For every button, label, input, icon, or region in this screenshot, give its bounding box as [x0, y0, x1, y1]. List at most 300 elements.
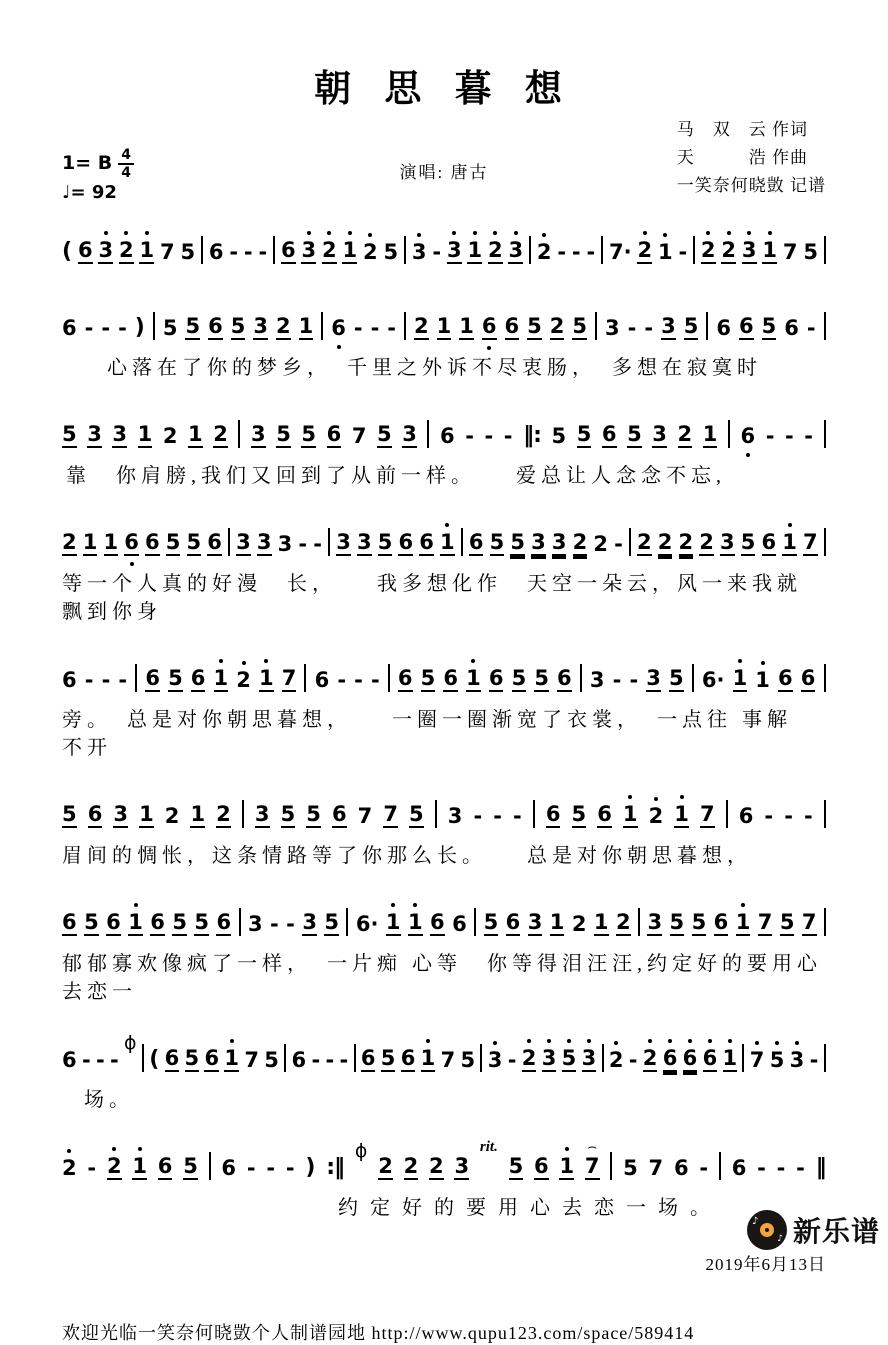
- barline: [201, 236, 203, 264]
- note: 5: [186, 530, 202, 554]
- octave-dot: [706, 231, 710, 235]
- duration-dash: -: [699, 1156, 709, 1180]
- notes-row: [62, 1034, 826, 1082]
- note: 5: [377, 530, 393, 554]
- note: 2: [363, 240, 378, 264]
- note: 3: [112, 422, 128, 446]
- note: 2: [549, 314, 565, 338]
- barline: [354, 1044, 356, 1072]
- music-note-icon: ♪: [751, 1216, 759, 1227]
- note: 3: [582, 1046, 597, 1072]
- duration-dash: -: [337, 668, 347, 692]
- note: 5: [420, 666, 436, 690]
- note: 3: [412, 240, 427, 264]
- octave-dot: [727, 231, 731, 235]
- note: 7: [440, 1048, 456, 1072]
- barline: [824, 908, 826, 936]
- lyrics-row: 眉间的惆怅，这条情路等了你那么长。 总是对你朝思暮想，: [62, 845, 752, 867]
- note: 5: [576, 422, 592, 446]
- octave-dot: [795, 1041, 799, 1045]
- note: 1: [214, 666, 229, 692]
- parenthesis: (: [62, 239, 73, 264]
- barline: [284, 1044, 286, 1072]
- note: 5: [527, 314, 542, 338]
- note: 5: [627, 422, 642, 446]
- octave-dot: [138, 1147, 142, 1151]
- octave-dot: [775, 1041, 779, 1045]
- barline: [142, 1044, 144, 1072]
- site-logo: [747, 1210, 880, 1250]
- duration-dash: -: [266, 1156, 276, 1180]
- note: 2: [522, 1046, 537, 1072]
- music-system-7: [62, 898, 826, 1006]
- duration-dash: -: [243, 240, 253, 264]
- duration-dash: -: [803, 804, 813, 828]
- duration-dash: -: [513, 804, 522, 828]
- parenthesis: ): [305, 1155, 316, 1180]
- note: 6: [713, 910, 729, 934]
- duration-dash: -: [325, 1048, 335, 1072]
- barline: [427, 420, 429, 448]
- note: 2: [62, 530, 77, 554]
- note: 2: [593, 532, 608, 556]
- notes-row: [62, 790, 826, 838]
- note: 6: [597, 802, 612, 826]
- note: 7: [699, 802, 715, 826]
- duration-dash: -: [627, 316, 637, 340]
- note: 1: [139, 802, 154, 826]
- octave-dot: [413, 903, 417, 907]
- notes-row: [62, 302, 826, 350]
- duration-dash: -: [370, 668, 380, 692]
- note: 3: [646, 666, 661, 690]
- duration-dash: -: [285, 1156, 295, 1180]
- note: 1: [593, 910, 609, 934]
- duration-dash: -: [270, 912, 279, 936]
- note: 6: [145, 666, 160, 690]
- note: 6: [280, 238, 296, 262]
- note: 5: [489, 530, 505, 554]
- barline: [404, 236, 406, 264]
- barline: [824, 420, 826, 448]
- barline: [533, 800, 535, 828]
- note: 6: [77, 238, 93, 262]
- note: 6: [291, 1048, 307, 1072]
- duration-dash: -: [432, 240, 442, 264]
- logo-text: 新乐谱: [792, 1215, 880, 1248]
- note: 6: [738, 804, 754, 828]
- note: 3: [527, 910, 543, 934]
- note: 7: [357, 804, 373, 828]
- duration-dash: -: [84, 668, 94, 692]
- note: 1: [755, 668, 770, 692]
- note: 6: [190, 666, 206, 690]
- octave-dot: [738, 659, 742, 663]
- barline: [610, 1152, 612, 1180]
- octave-dot: [728, 1039, 732, 1043]
- duration-dash: -: [246, 1156, 256, 1180]
- note: 1: [259, 666, 274, 692]
- duration-dash: -: [473, 804, 483, 828]
- barline: [706, 312, 708, 340]
- octave-dot: [471, 659, 475, 663]
- octave-dot: [614, 1041, 618, 1045]
- duration-dash: -: [784, 804, 793, 828]
- octave-dot: [628, 795, 632, 799]
- note: 6: [488, 666, 504, 690]
- note: 5: [324, 910, 339, 934]
- note: 2: [701, 238, 716, 264]
- octave-dot: [663, 233, 667, 237]
- note: 6: [534, 1154, 549, 1178]
- barline: [328, 528, 330, 556]
- duration-dash: -: [806, 316, 816, 340]
- duration-dash: -: [757, 1156, 766, 1180]
- note: 2: [488, 238, 503, 264]
- octave-dot: [755, 1041, 759, 1045]
- notes-row: [62, 654, 826, 702]
- barline: [435, 800, 437, 828]
- octave-dot: [761, 661, 765, 665]
- note: 5: [551, 424, 567, 448]
- note: 5: [572, 314, 587, 338]
- note: 6: [443, 666, 458, 690]
- note: 6: [761, 530, 777, 554]
- duration-dash: -: [258, 240, 268, 264]
- duration-dash: -: [387, 316, 396, 340]
- note: 6: [208, 240, 224, 264]
- note: 3: [302, 910, 317, 934]
- note: 6: [731, 1156, 747, 1180]
- note: 2: [429, 1154, 444, 1178]
- barline: [601, 236, 603, 264]
- note: 6: [124, 530, 139, 556]
- octave-dot: [514, 231, 518, 235]
- note: 6: [106, 910, 121, 934]
- octave-dot: [688, 1039, 692, 1043]
- note: 3: [742, 238, 757, 264]
- notes-row: [62, 410, 826, 458]
- barline: [719, 1152, 721, 1180]
- note: 5: [460, 1048, 476, 1072]
- note: 5: [571, 802, 587, 826]
- octave-dot: [680, 795, 684, 799]
- note: 1: [736, 910, 751, 936]
- note: 6: [740, 424, 755, 448]
- note: 7: [757, 910, 773, 934]
- note: 6: [784, 316, 799, 340]
- note: 1: [467, 238, 482, 264]
- note: 2: [216, 802, 231, 826]
- note: 5: [803, 240, 819, 264]
- note: 6: [452, 912, 467, 936]
- duration-dash: -: [465, 424, 474, 448]
- lyrics-row: 约定好的要用心去恋一场。: [338, 1197, 722, 1219]
- octave-dot: [337, 345, 341, 349]
- note: 5: [508, 1154, 524, 1178]
- duration-dash: -: [353, 316, 363, 340]
- lyrics-row: 靠 你肩膀,我们又回到了从前一样。 爱总让人念念不忘,: [66, 465, 726, 487]
- note: 6: [331, 802, 347, 826]
- duration-dash: -: [370, 316, 380, 340]
- note: 5: [691, 910, 707, 934]
- barline: [304, 664, 306, 692]
- octave-dot: [391, 903, 395, 907]
- final-barline: ‖: [815, 1155, 826, 1180]
- note: 5: [162, 316, 178, 340]
- octave-dot: [134, 903, 138, 907]
- octave-dot: [487, 346, 491, 350]
- note: 5: [383, 240, 399, 264]
- octave-dot: [768, 231, 772, 235]
- barline: [321, 312, 323, 340]
- note: 3: [247, 912, 263, 936]
- note: 1: [421, 1046, 436, 1072]
- date-label: 2019年6月13日: [705, 1255, 826, 1274]
- barline: [388, 664, 390, 692]
- note: 1: [440, 530, 455, 556]
- note: 3: [647, 910, 663, 934]
- note: 7: [750, 1048, 765, 1072]
- duration-dash: -: [764, 804, 774, 828]
- note: 3: [551, 530, 567, 554]
- octave-dot: [741, 903, 745, 907]
- note: 5: [264, 1048, 279, 1072]
- octave-dot: [145, 231, 149, 235]
- note: 1: [466, 666, 481, 692]
- note: 1: [137, 422, 153, 446]
- note: 1: [298, 314, 314, 338]
- note: 6: [326, 422, 342, 446]
- note: 7: [159, 240, 175, 264]
- note: 7·: [608, 240, 632, 264]
- note: 6: [314, 668, 330, 692]
- note: 5: [184, 1046, 200, 1070]
- note: 1: [436, 314, 452, 338]
- note: 5: [623, 1156, 638, 1180]
- note: 2: [62, 1156, 77, 1180]
- octave-dot: [473, 231, 477, 235]
- duration-dash: -: [571, 240, 581, 264]
- note: 1: [139, 238, 154, 264]
- notes-row: [62, 226, 826, 274]
- duration-dash: -: [87, 1156, 97, 1180]
- key-and-tempo: [62, 148, 134, 206]
- note: 6: [360, 1046, 376, 1070]
- note: 1: [132, 1154, 147, 1180]
- note: 6: [87, 802, 103, 826]
- coda-icon: ϕ: [354, 1140, 368, 1162]
- note: 2: [322, 238, 337, 264]
- note: 2: [649, 804, 664, 828]
- footer-welcome-text: 欢迎光临一笑奈何晓敳个人制谱园地 http://www.qupu123.com/space/589414: [62, 1323, 695, 1343]
- barline: [529, 236, 531, 264]
- note: 6: [601, 422, 617, 446]
- note: 6: [482, 314, 497, 340]
- note: 2: [643, 1046, 658, 1072]
- note: 5: [62, 802, 77, 826]
- barline: [595, 312, 597, 340]
- duration-dash: -: [229, 240, 239, 264]
- barline: [824, 312, 826, 340]
- note: 1: [782, 530, 797, 556]
- note: 7: [351, 424, 367, 448]
- barline: [404, 312, 406, 340]
- note: 6: [505, 910, 521, 934]
- octave-dot: [547, 1039, 551, 1043]
- note: 1: [559, 1154, 574, 1180]
- note: 6: [716, 316, 731, 340]
- note: 6: [430, 910, 445, 934]
- note: 3: [720, 530, 735, 554]
- barline: [824, 1044, 826, 1072]
- note: 5: [230, 314, 246, 338]
- note: 3: [277, 532, 293, 556]
- duration-dash: -: [110, 1048, 119, 1072]
- music-system-1: [62, 226, 826, 274]
- note: 2: [164, 804, 180, 828]
- note: 5: [280, 802, 296, 826]
- barline: [824, 664, 826, 692]
- duration-dash: -: [678, 240, 688, 264]
- duration-dash: -: [614, 532, 623, 556]
- duration-dash: -: [101, 316, 111, 340]
- note: 3: [402, 422, 417, 446]
- barline: [692, 664, 694, 692]
- note: 3: [301, 238, 316, 264]
- note: 6: [468, 530, 484, 554]
- note: 1: [82, 530, 98, 554]
- octave-dot: [542, 233, 546, 237]
- note: 2: [615, 910, 631, 934]
- note: 7: [281, 666, 297, 690]
- note: 6: [673, 1156, 689, 1180]
- octave-dot: [104, 231, 108, 235]
- duration-dash: -: [804, 424, 813, 448]
- note: 2: [275, 314, 291, 338]
- duration-dash: -: [484, 424, 494, 448]
- note: 2: [236, 668, 251, 692]
- octave-dot: [307, 231, 311, 235]
- octave-dot: [242, 661, 246, 665]
- music-system-2: [62, 302, 826, 382]
- note: 5: [172, 910, 187, 934]
- duration-dash: -: [84, 316, 94, 340]
- note: 6: [397, 666, 413, 690]
- note: 5: [276, 422, 291, 446]
- note: 6: [62, 316, 77, 340]
- barline: [580, 664, 582, 692]
- vinyl-record-icon: [747, 1210, 787, 1250]
- note: 3: [236, 530, 251, 554]
- octave-dot: [493, 1041, 497, 1045]
- duration-dash: -: [507, 1048, 517, 1072]
- note: 2: [107, 1154, 122, 1180]
- time-signature: $\frac{4}{4}$: [118, 148, 134, 180]
- note: 7: [648, 1156, 664, 1180]
- fermata-icon: ⌢: [587, 1137, 598, 1155]
- note: 6: [62, 668, 77, 692]
- note: 5: [409, 802, 424, 826]
- music-systems-container: [62, 226, 826, 1222]
- music-note-icon: ♪: [777, 1234, 783, 1244]
- lyrics-row: 旁。 总是对你朝思暮想， 一圈一圈渐宽了衣裳， 一点往 事解 不开: [62, 709, 792, 759]
- note: 3: [447, 238, 462, 264]
- note: 2: [677, 422, 693, 446]
- note: 1: [190, 802, 206, 826]
- note: 6: [400, 1046, 416, 1070]
- lyrics-row: 心落在了你的梦乡， 千里之外诉不尽衷肠， 多想在寂寞时: [107, 357, 762, 379]
- note: 3: [113, 802, 128, 826]
- barline: [629, 528, 631, 556]
- tempo-marking: ♩= 92: [62, 182, 117, 203]
- note: 6: [545, 802, 561, 826]
- note: 6: [62, 910, 77, 934]
- duration-dash: -: [644, 316, 654, 340]
- composer-credit: 天 浩 作曲: [676, 148, 808, 168]
- note: 6: [663, 1046, 678, 1072]
- octave-dot: [264, 659, 268, 663]
- barline: [209, 1152, 211, 1180]
- note: 6: [331, 316, 346, 340]
- note: 5: [62, 422, 77, 446]
- note: 3: [254, 802, 270, 826]
- note: 5: [306, 802, 321, 826]
- note: 5: [168, 666, 183, 690]
- note: 3: [508, 238, 523, 264]
- note: 2: [699, 530, 714, 554]
- parenthesis: (: [149, 1047, 160, 1072]
- header-meta: [62, 116, 826, 220]
- octave-dot: [348, 231, 352, 235]
- note: 3: [447, 804, 463, 828]
- octave-dot: [112, 1147, 116, 1151]
- note: 5: [185, 314, 201, 338]
- note: 6: [398, 530, 414, 554]
- duration-dash: -: [311, 1048, 321, 1072]
- note: 5: [84, 910, 99, 934]
- duration-dash: -: [503, 424, 513, 448]
- note: 5: [301, 422, 317, 446]
- octave-dot: [426, 1039, 430, 1043]
- duration-dash: -: [118, 668, 128, 692]
- note: 6: [800, 666, 816, 690]
- duration-dash: -: [557, 240, 567, 264]
- octave-dot: [565, 1147, 569, 1151]
- note: 5: [380, 1046, 396, 1070]
- duration-dash: -: [118, 316, 127, 340]
- singer-credit: 演唱: 唐古: [399, 163, 489, 182]
- octave-dot: [219, 659, 223, 663]
- notes-row: [62, 1137, 826, 1190]
- note: 5: [165, 530, 181, 554]
- note: 3: [98, 238, 113, 264]
- octave-dot: [527, 1039, 531, 1043]
- note: 6: [221, 1156, 237, 1180]
- note: 3: [661, 314, 676, 338]
- octave-dot: [327, 231, 331, 235]
- note: 6·: [355, 912, 379, 936]
- note: 1: [224, 1046, 239, 1072]
- note: 6: [204, 1046, 220, 1070]
- record-hole: [765, 1228, 769, 1232]
- note: 5: [511, 666, 527, 690]
- duration-dash: -: [784, 424, 794, 448]
- note: 3: [87, 422, 102, 446]
- note: 7: [803, 530, 818, 554]
- barline: [480, 1044, 482, 1072]
- barline: [824, 800, 826, 828]
